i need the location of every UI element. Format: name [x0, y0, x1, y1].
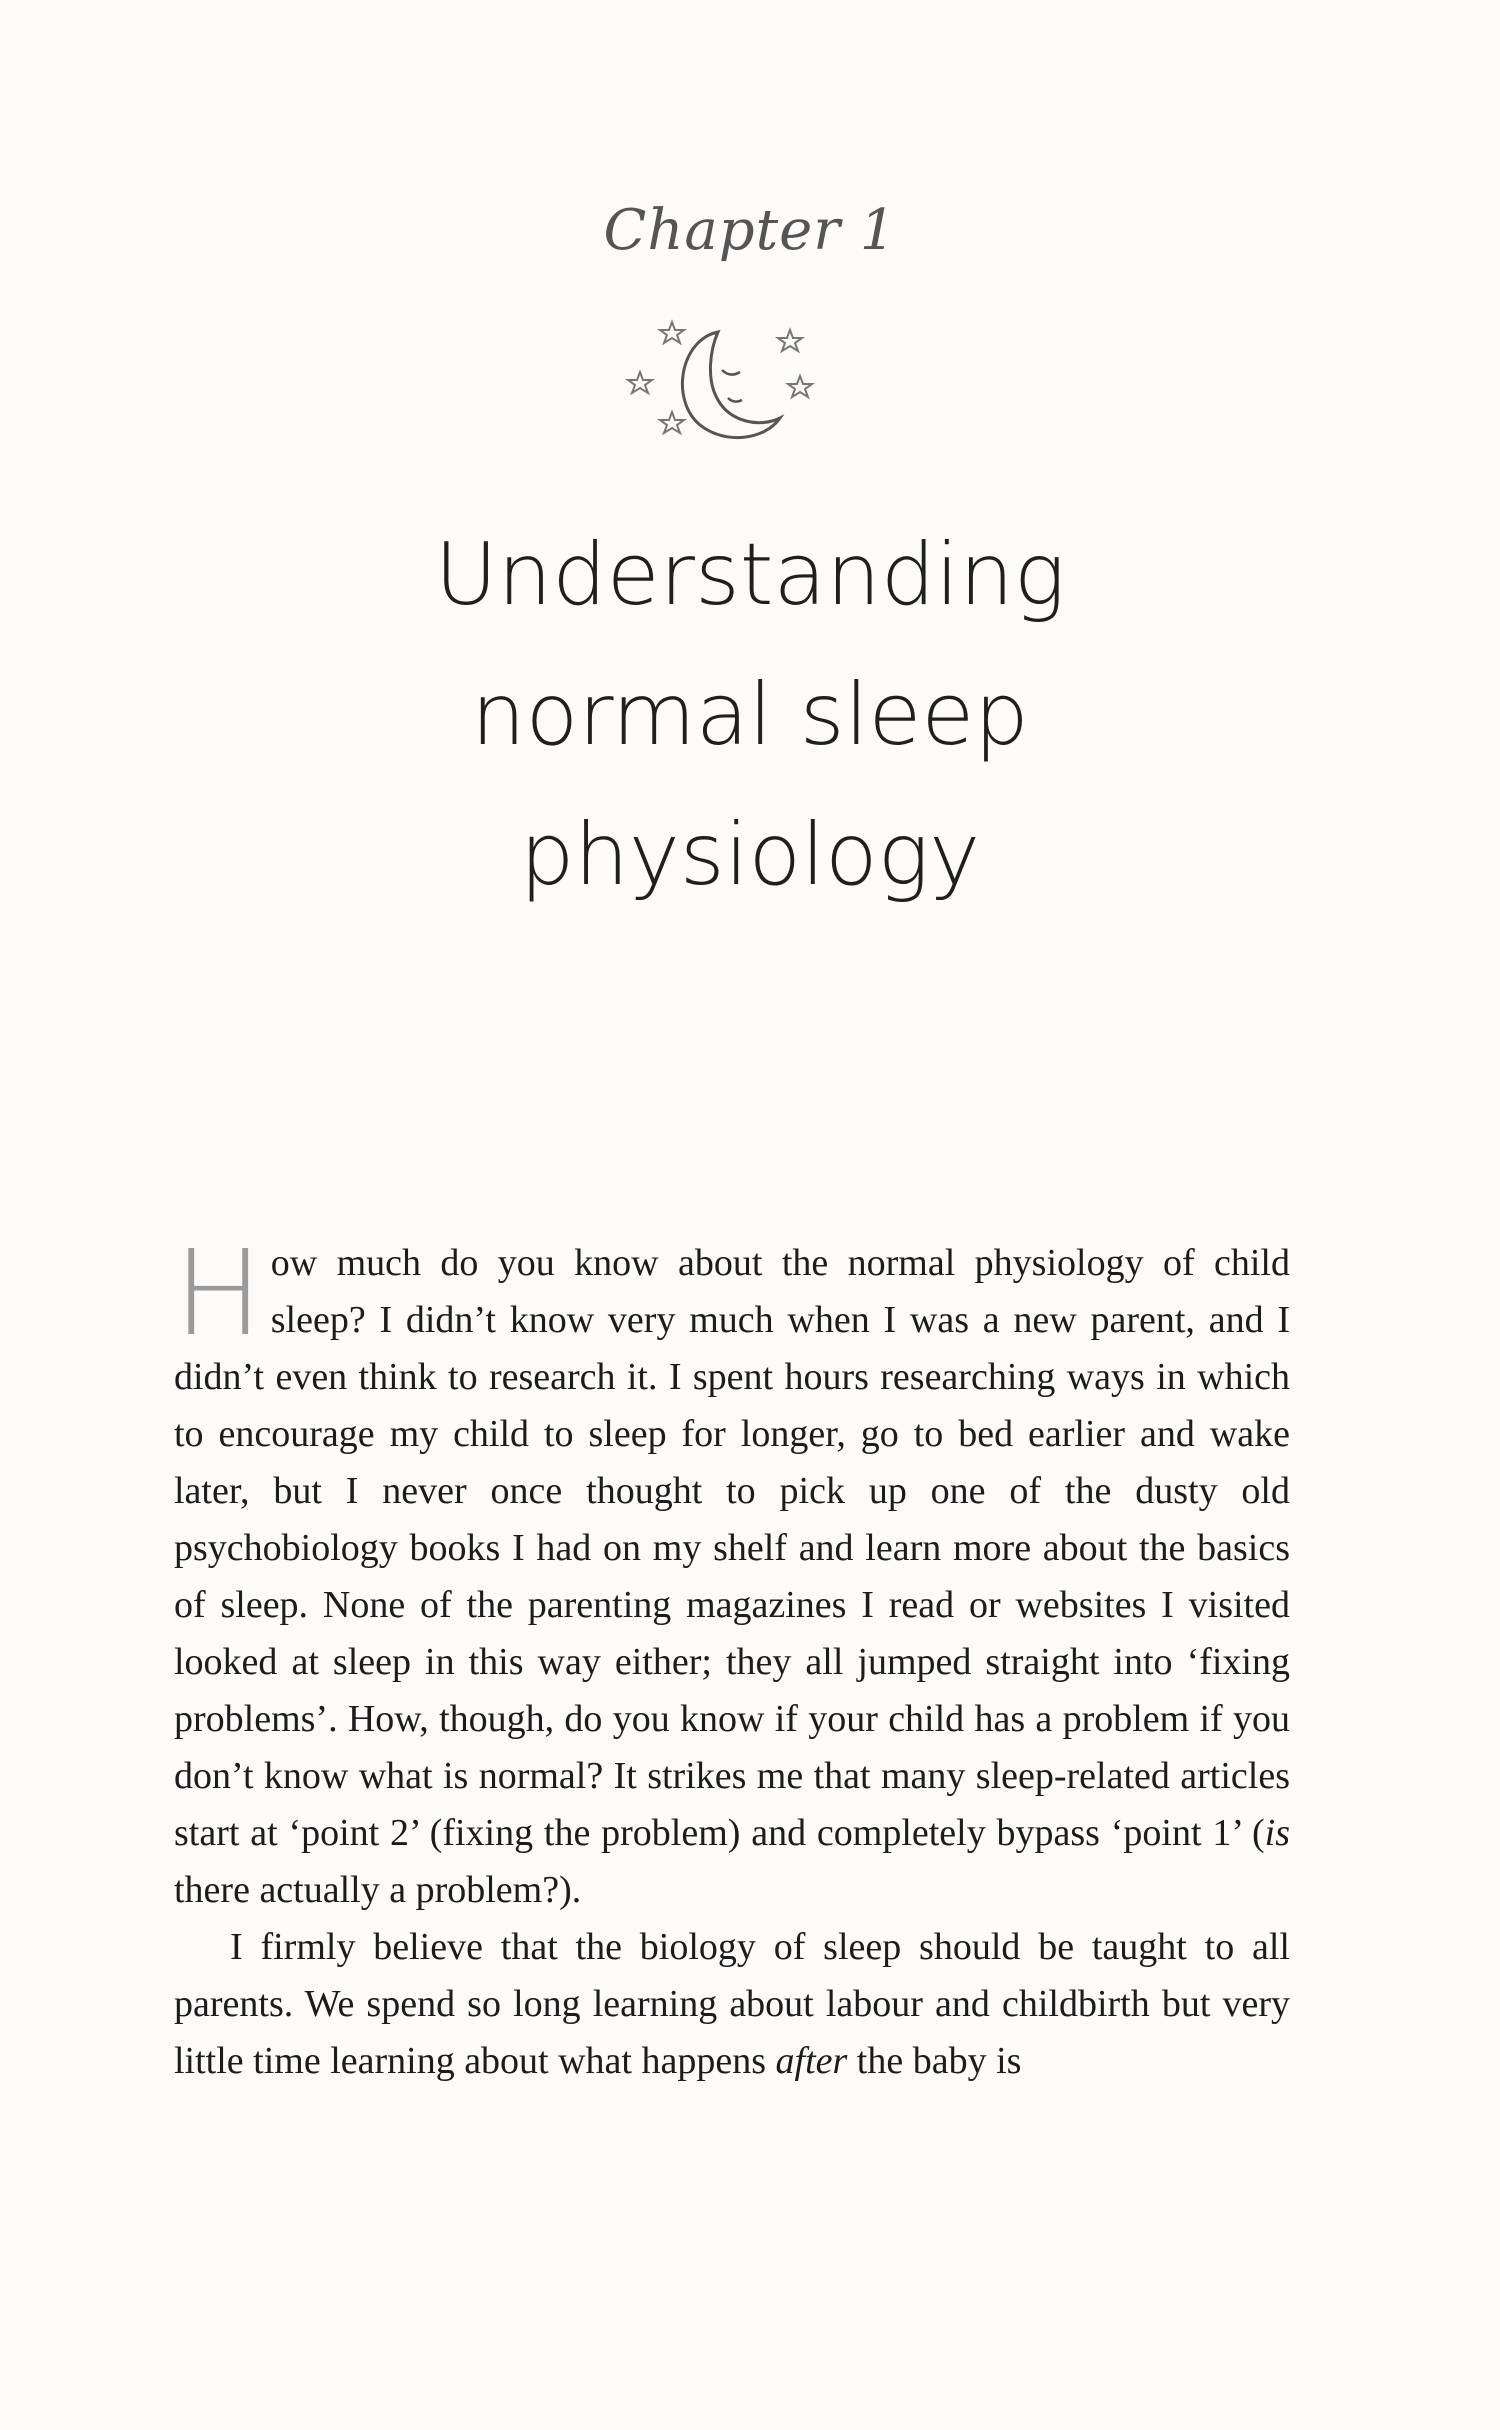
- paragraph-2-end: the baby is: [847, 2040, 1022, 2082]
- chapter-title-line-1: Understanding: [434, 525, 1066, 625]
- paragraph-1-emphasis: is: [1264, 1812, 1290, 1854]
- paragraph-2-text: I firmly believe that the biology of sleep should be taught to all parents. We spend so long learning about labour and childbirth but very little time learning about what happens: [174, 1926, 1290, 2082]
- paragraph-2-emphasis: after: [775, 2040, 848, 2082]
- paragraph-2: [174, 1919, 1290, 2090]
- chapter-title-line-2: normal sleep: [471, 665, 1029, 765]
- body-text: [174, 1224, 1290, 2090]
- paragraph-1-text: ow much do you know about the normal physiology of child sleep? I didn’t know very much when I was a new parent, and I didn’t even think to research it. I spent hours researching ways in which to encourage my child to sleep for longer, go to bed earlier and wake later, but I never once thought to pick up one of the dusty old psychobiology books I had on my shelf and learn more about the basics of sleep. None of the parenting magazines I read or websites I visited looked at sleep in this way either; they all jumped straight into ‘fixing problems’. How, though, do you know if your child has a problem if you don’t know what is normal? It strikes me that many sleep-related articles start at ‘point 2’ (fixing the problem) and completely bypass ‘point 1’ (: [174, 1242, 1290, 1854]
- paragraph-1: [174, 1224, 1290, 1919]
- drop-cap: H: [174, 1224, 263, 1362]
- chapter-label: Chapter 1: [603, 198, 897, 263]
- moon-and-stars-icon: [600, 300, 830, 470]
- chapter-title: [200, 505, 1300, 925]
- paragraph-1-end: there actually a problem?).: [174, 1869, 582, 1911]
- chapter-title-line-3: physiology: [519, 805, 981, 905]
